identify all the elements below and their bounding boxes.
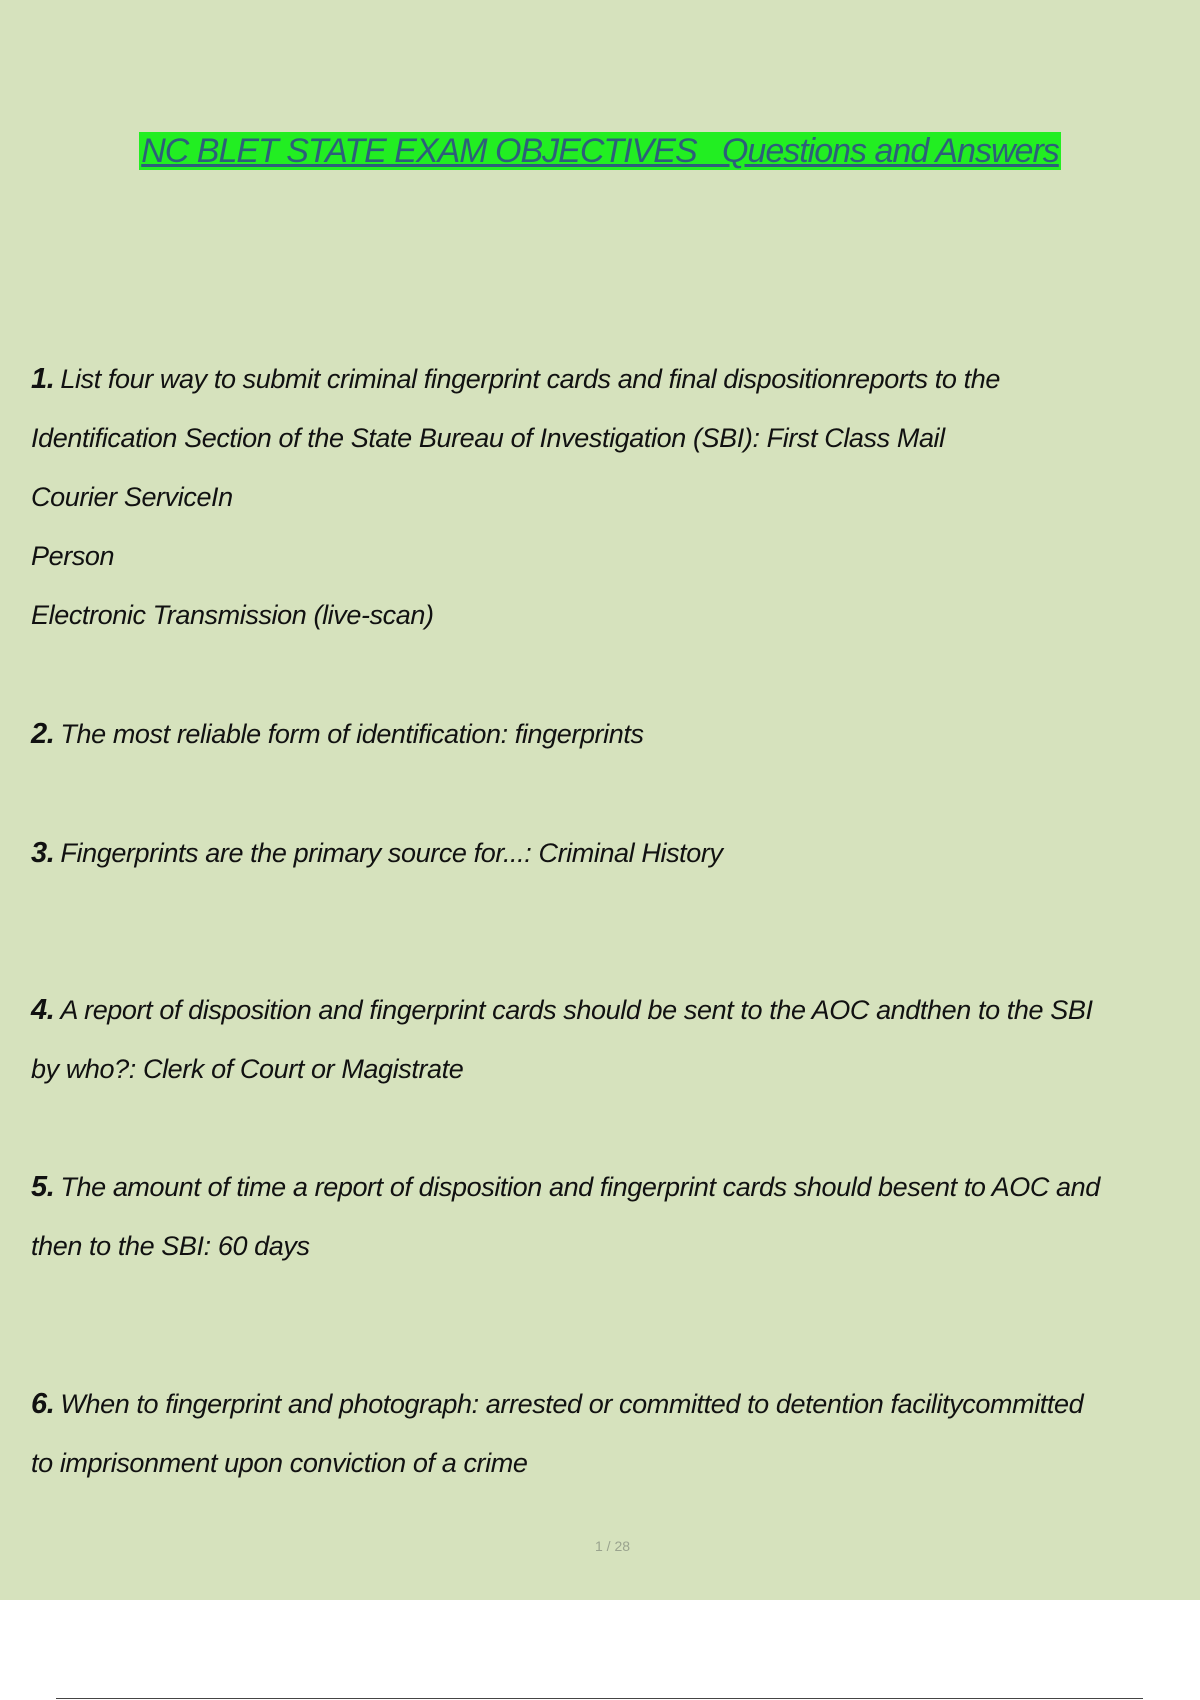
- question-line: 5. The amount of time a report of disposition and fingerprint cards should besent to AOC and: [31, 1171, 1100, 1203]
- question-line: 4. A report of disposition and fingerprint cards should be sent to the AOC andthen to the SBI: [31, 994, 1093, 1026]
- question-line: 1. List four way to submit criminal fingerprint cards and final dispositionreports to the: [31, 363, 1000, 395]
- question-line: by who?: Clerk of Court or Magistrate: [31, 1054, 464, 1084]
- question-4: [31, 981, 1200, 1099]
- question-number: 3.: [31, 837, 55, 869]
- question-1: [31, 350, 1200, 645]
- question-line: Identification Section of the State Bureau of Investigation (SBI): First Class Mail: [31, 423, 945, 453]
- document-title: [0, 132, 1200, 171]
- document-title-text: NC BLET STATE EXAM OBJECTIVES Questions and Answers: [141, 132, 1059, 170]
- question-line: Person: [31, 541, 115, 571]
- question-line: 6. When to fingerprint and photograph: arrested or committed to detention facilitycommitted: [31, 1388, 1084, 1420]
- question-line: Electronic Transmission (live-scan): [31, 600, 434, 630]
- question-line: to imprisonment upon conviction of a crime: [31, 1448, 528, 1478]
- question-number: 6.: [31, 1388, 55, 1420]
- question-number: 5.: [31, 1171, 55, 1203]
- question-5: [31, 1158, 1200, 1276]
- question-line: Courier ServiceIn: [31, 482, 233, 512]
- question-6: [31, 1375, 1200, 1493]
- question-line: 3. Fingerprints are the primary source for...: Criminal History: [31, 837, 723, 869]
- page-indicator: 1 / 28: [594, 1538, 631, 1554]
- question-line: then to the SBI: 60 days: [31, 1231, 310, 1261]
- page-divider: [56, 1698, 1143, 1699]
- question-number: 2.: [31, 718, 55, 750]
- question-3: [31, 824, 1200, 883]
- question-line: 2. The most reliable form of identification: fingerprints: [31, 718, 644, 750]
- question-number: 4.: [31, 994, 55, 1026]
- question-2: [31, 705, 1200, 764]
- question-number: 1.: [31, 363, 55, 395]
